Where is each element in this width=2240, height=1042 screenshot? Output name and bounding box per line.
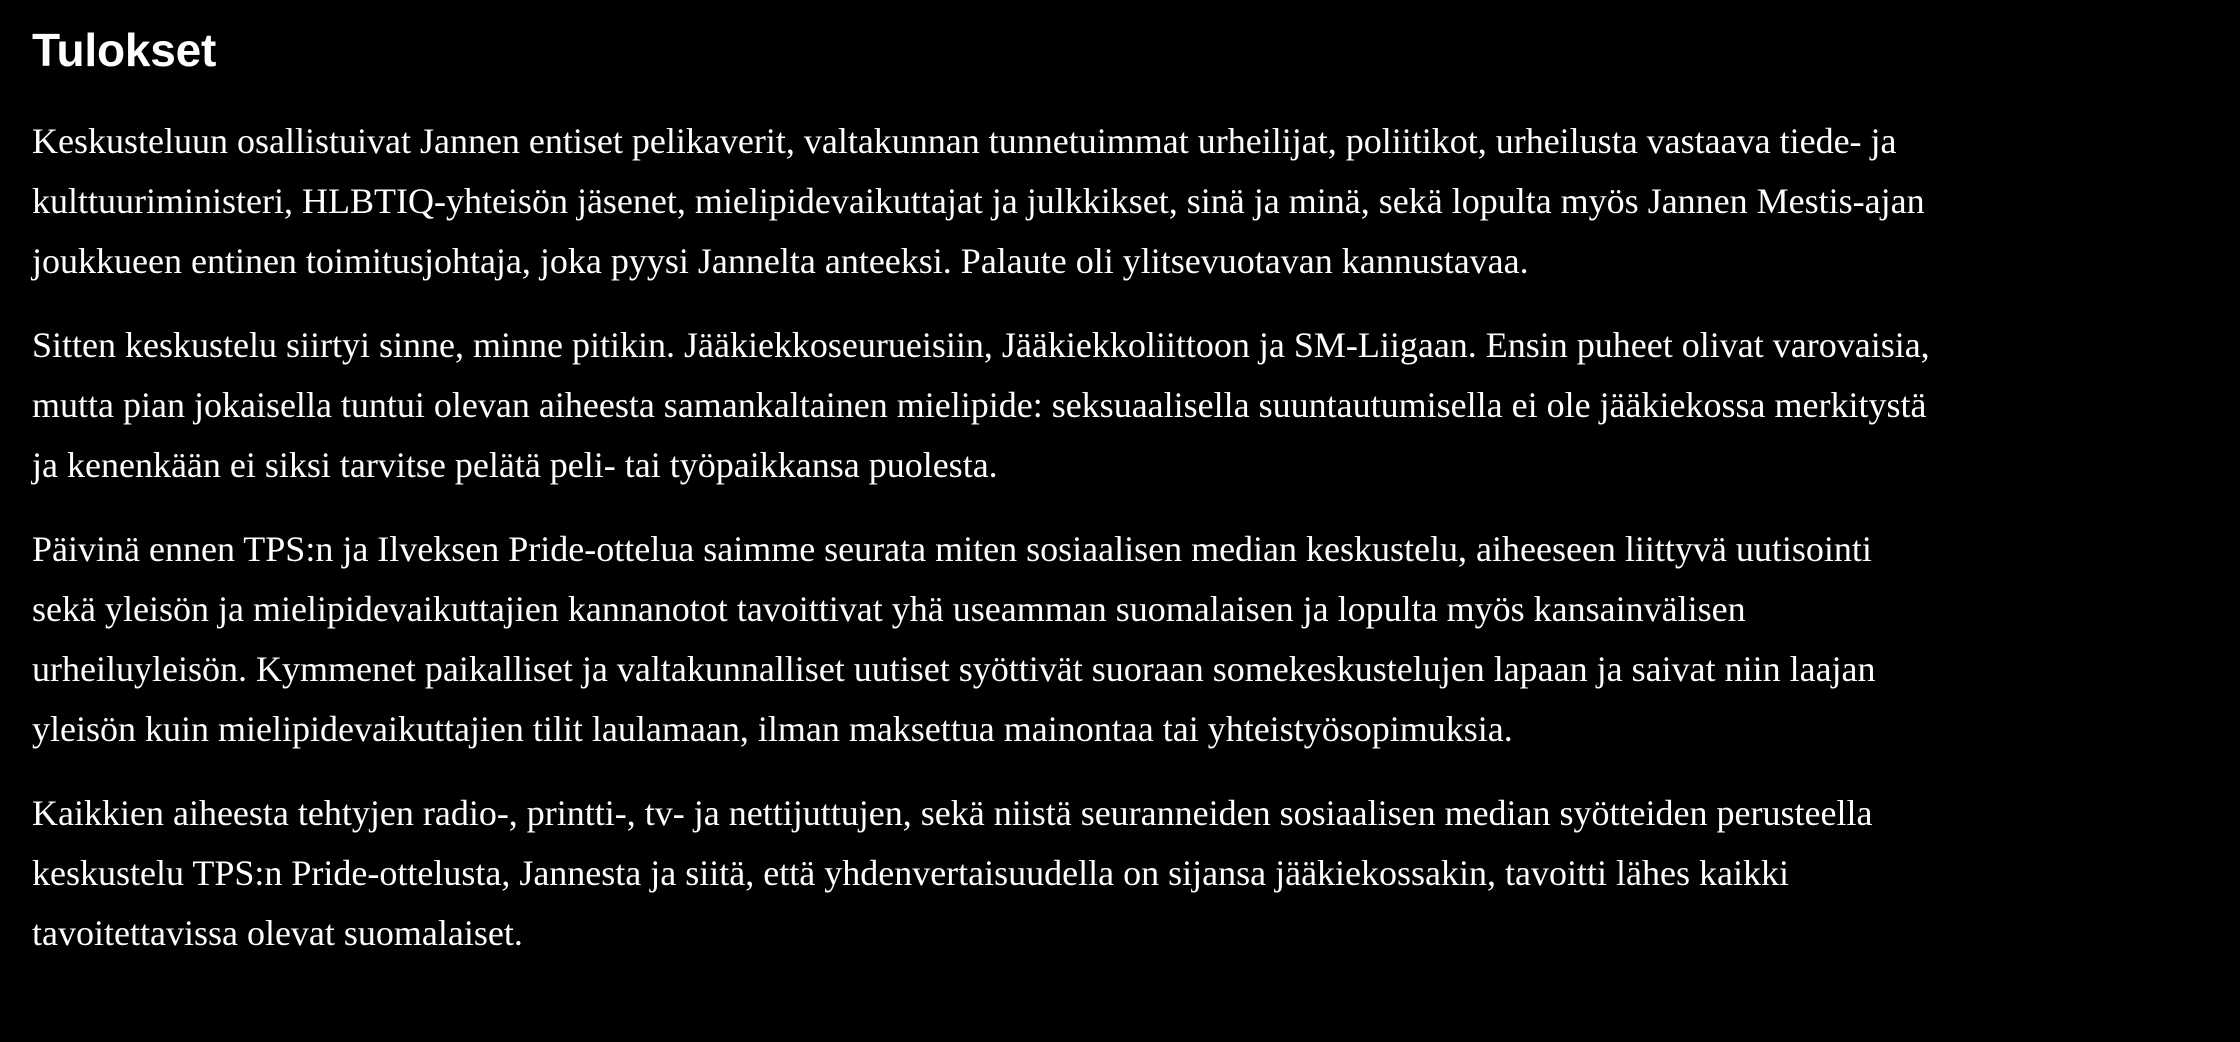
paragraph-line: tavoitettavissa olevat suomalaiset. [32,913,523,953]
paragraph-line: kulttuuriministeri, HLBTIQ-yhteisön jäsenet, mielipidevaikuttajat ja julkkikset, sinä ja minä, sekä lopulta myös Jannen Mestis-ajan [32,181,1925,221]
paragraph-line: mutta pian jokaisella tuntui olevan aiheesta samankaltainen mielipide: seksuaalisella suuntautumisella ei ole jääkiekossa merkitystä [32,385,1927,425]
paragraph-line: ja kenenkään ei siksi tarvitse pelätä peli- tai työpaikkansa puolesta. [32,445,998,485]
paragraph-line: Sitten keskustelu siirtyi sinne, minne pitikin. Jääkiekkoseurueisiin, Jääkiekkoliittoon ja SM-Liigaan. Ensin puheet olivat varovaisia, [32,325,1930,365]
paragraph-line: Päivinä ennen TPS:n ja Ilveksen Pride-ottelua saimme seurata miten sosiaalisen median keskustelu, aiheeseen liittyvä uutisointi [32,529,1872,569]
paragraph-line: sekä yleisön ja mielipidevaikuttajien kannanotot tavoittivat yhä useamman suomalaisen ja lopulta myös kansainvälisen [32,589,1746,629]
paragraph-1 [32,111,2222,291]
paragraph-line: Kaikkien aiheesta tehtyjen radio-, printti-, tv- ja nettijuttujen, sekä niistä seuranneiden sosiaalisen median syötteiden perusteella [32,793,1873,833]
paragraph-line: yleisön kuin mielipidevaikuttajien tilit laulamaan, ilman maksettua mainontaa tai yhteistyösopimuksia. [32,709,1513,749]
paragraph-3 [32,519,2222,759]
paragraph-line: keskustelu TPS:n Pride-ottelusta, Jannesta ja siitä, että yhdenvertaisuudella on sijansa jääkiekossakin, tavoitti lähes kaikki [32,853,1789,893]
section-heading: Tulokset [32,24,217,76]
paragraph-4 [32,783,2222,963]
paragraph-line: joukkueen entinen toimitusjohtaja, joka pyysi Jannelta anteeksi. Palaute oli ylitsevuotavan kannustavaa. [32,241,1529,281]
paragraph-line: Keskusteluun osallistuivat Jannen entiset pelikaverit, valtakunnan tunnetuimmat urheilijat, poliitikot, urheilusta vastaava tiede- ja [32,121,1897,161]
paragraph-2 [32,315,2222,495]
article-section [32,0,2222,963]
paragraph-line: urheiluyleisön. Kymmenet paikalliset ja valtakunnalliset uutiset syöttivät suoraan somekeskustelujen lapaan ja saivat niin laajan [32,649,1876,689]
